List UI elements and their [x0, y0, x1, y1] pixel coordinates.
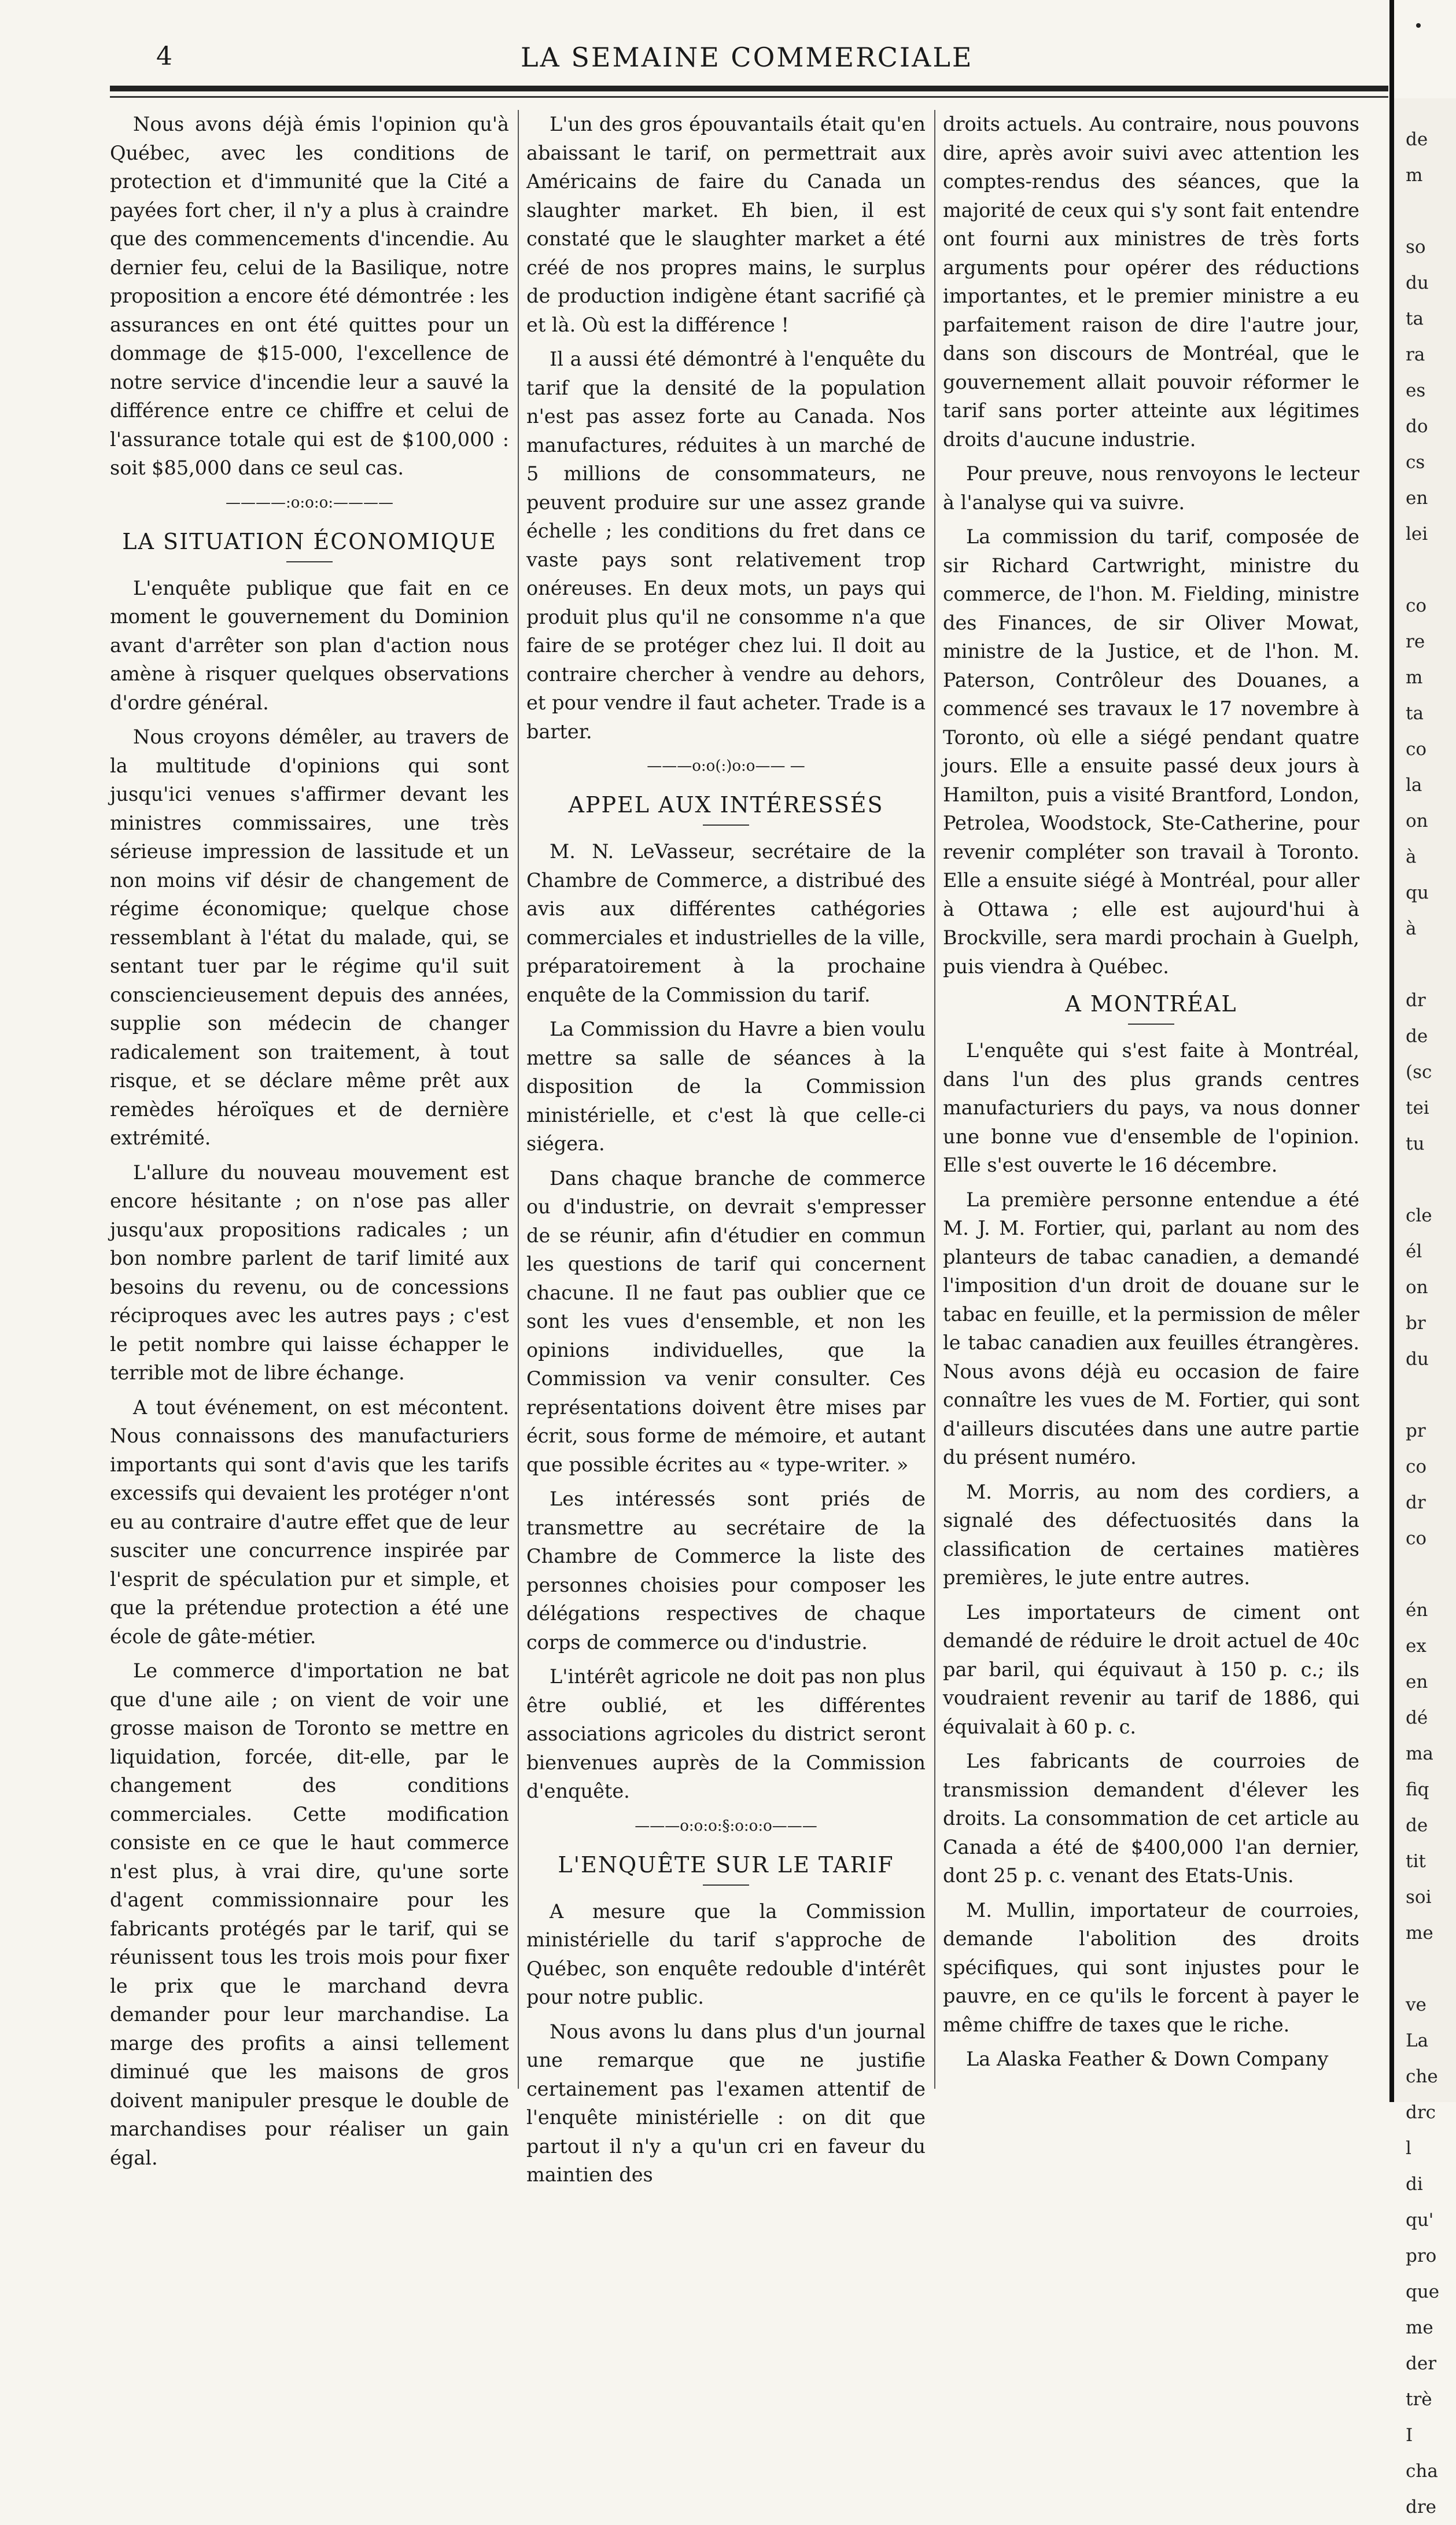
- heading-rule: [703, 1884, 749, 1886]
- section-heading-a-montreal: A MONTRÉAL: [1065, 991, 1237, 1017]
- paragraph: La commission du tarif, composée de sir Richard Cartwright, ministre du commerce, de l'hon. M. Fielding, ministre des Finances, de sir Oliver Mowat, ministre de la Justice, et de l'hon. M. Paterson, Contrôleur des Douanes, a commencé ses travaux le 17 novembre à Toronto, où elle a siégé pendant quatre jours. Elle a ensuite passé deux jours à Hamilton, puis a visité Brantford, London, Petrolea, Woodstock, Ste-Catherine, pour revenir compléter son travail à Toronto. Elle a ensuite siégé à Montréal, pour aller à Ottawa ; elle est aujourd'hui à Brockville, sera mardi prochain à Guelph, puis viendra à Québec.: [943, 525, 1359, 978]
- section-separator: ————:o:o:o:————: [226, 494, 393, 511]
- section-heading-enquete-sur-le-tarif: L'ENQUÊTE SUR LE TARIF: [558, 1852, 894, 1878]
- header-rule-thick: [110, 86, 1388, 91]
- adjacent-page-text-fragments: de m so du ta ra es do cs en lei co re m ta co la on à qu à dr de (sc tei tu cle él on br du pr co dr co én ex en dé ma fiq de tit soi me ve La che drc l di qu' pro que me der trè I cha dre: [1406, 129, 1440, 2517]
- section-heading-situation-economique: LA SITUATION ÉCONOMIQUE: [122, 528, 497, 554]
- paragraph: La Commission du Havre a bien voulu mettre sa salle de séances à la disposition de la Commission ministérielle, et c'est là que celle-ci siégera.: [526, 1018, 926, 1155]
- page-header: [0, 30, 1456, 94]
- paragraph: A mesure que la Commission ministérielle du tarif s'approche de Québec, son enquête redouble d'intérêt pour notre public.: [526, 1900, 926, 2008]
- paragraph: Nous croyons démêler, au travers de la multitude d'opinions qui sont jusqu'ici venues s'affirmer devant les ministres commissaires, une très sérieuse impression de lassitude et un non moins vif désir de changement de régime économique; quelque chose ressemblant à l'état du malade, qui, se sentant tuer par le régime qu'il suit consciencieusement depuis des années, supplie son médecin de changer radicalement son traitement, à tout risque, et se déclare même prêt aux remèdes héroïques et de dernière extrémité.: [110, 726, 509, 1149]
- masthead-title: LA SEMAINE COMMERCIALE: [521, 42, 974, 73]
- paragraph: Les intéressés sont priés de transmettre au secrétaire de la Chambre de Commerce la liste des personnes choisies pour composer les délégations respectives de chaque corps de commerce ou d'industrie.: [526, 1488, 926, 1654]
- paragraph: L'enquête qui s'est faite à Montréal, dans l'un des plus grands centres manufacturiers du pays, va nous donner une bonne vue d'ensemble de l'opinion. Elle s'est ouverte le 16 décembre.: [943, 1039, 1359, 1176]
- paragraph: Les importateurs de ciment ont demandé de réduire le droit actuel de 40c par baril, qui équivaut à 150 p. c.; ils voudraient revenir au tarif de 1886, qui équivalait à 60 p. c.: [943, 1600, 1359, 1738]
- column-divider: [934, 110, 935, 2089]
- header-rule-thin: [110, 96, 1388, 98]
- paragraph: La Alaska Feather & Down Company: [966, 2048, 1329, 2070]
- paragraph: L'intérêt agricole ne doit pas non plus être oublié, et les différentes associations agricoles du district seront bienvenues auprès de la Commission d'enquête.: [526, 1665, 926, 1802]
- paragraph: droits actuels. Au contraire, nous pouvons dire, après avoir suivi avec attention les comptes-rendus des séances, que la majorité de ceux qui s'y sont fait entendre ont fourni aux ministres de très forts arguments pour opérer des réductions importantes, et le premier ministre a eu parfaitement raison de dire l'autre jour, dans son discours de Montréal, que le gouvernement allait pouvoir réformer le tarif sans porter atteinte aux légitimes droits d'aucune industrie.: [943, 113, 1359, 451]
- paragraph: L'enquête publique que fait en ce moment le gouvernement du Dominion avant d'arrêter son plan d'action nous amène à risquer quelques observations d'ordre général.: [110, 576, 509, 714]
- print-speck: [1416, 23, 1421, 28]
- paragraph: Il a aussi été démontré à l'enquête du tarif que la densité de la population n'est pas assez forte au Canada. Nos manufactures, réduites à un marché de 5 millions de consommateurs, ne peuvent produire sur une assez grande échelle ; les conditions du fret dans ce vaste pays sont relativement trop onéreuses. En deux mots, un pays qui produit plus qu'il ne consomme n'a que faire de se protéger chez lui. Il doit au contraire chercher à vendre au dehors, et pour vendre il faut acheter. Trade is a barter.: [526, 348, 926, 743]
- paragraph: Nous avons déjà émis l'opinion qu'à Québec, avec les conditions de protection et d'immunité que la Cité a payées fort cher, il n'y a plus à craindre que des commencements d'incendie. Au dernier feu, celui de la Basilique, notre proposition a encore été démontrée : les assurances en ont été quittes pour un dommage de $15-000, l'excellence de notre service d'incendie leur a sauvé la différence entre ce chiffre et celui de l'assurance totale qui est de $100,000 : soit $85,000 dans ce seul cas.: [110, 113, 509, 479]
- column-divider: [518, 110, 519, 2089]
- paragraph: A tout événement, on est mécontent. Nous connaissons des manufacturiers importants qui sont d'avis que les tarifs excessifs qui devaient les protéger n'ont eu au contraire d'autre effet que de leur susciter une concurrence inspirée par l'esprit de spéculation pur et simple, et que la prétendue protection a été une école de gâte-métier.: [110, 1396, 509, 1648]
- paragraph: Pour preuve, nous renvoyons le lecteur à l'analyse qui va suivre.: [943, 462, 1359, 514]
- page-gutter-line: [1389, 0, 1394, 2102]
- paragraph: M. Morris, au nom des cordiers, a signalé des défectuosités dans la classification de certaines matières premières, le jute entre autres.: [943, 1480, 1359, 1589]
- paragraph: La première personne entendue a été M. J. M. Fortier, qui, parlant au nom des planteurs de tabac canadien, a demandé l'imposition d'un droit de douane sur le tabac en feuille, et la permission de mêler le tabac canadien aux feuilles étrangères. Nous avons déjà eu occasion de faire connaître les vues de M. Fortier, qui sont d'ailleurs discutées dans une autre partie du présent numéro.: [943, 1188, 1359, 1468]
- section-heading-appel-aux-interesses: APPEL AUX INTÉRESSÉS: [568, 792, 884, 818]
- section-separator: ———o:o:o:§:o:o:o———: [635, 1817, 817, 1835]
- paragraph: Les fabricants de courroies de transmission demandent d'élever les droits. La consommation de cet article au Canada a été de $400,000 l'an dernier, dont 25 p. c. venant des Etats-Unis.: [943, 1750, 1359, 1887]
- column-1: [110, 110, 509, 2169]
- paragraph: L'un des gros épouvantails était qu'en abaissant le tarif, on permettrait aux Américains de faire du Canada un slaughter market. Eh bien, il est constaté que le slaughter market a été créé de nos propres mains, le surplus de production indigène étant sacrifié çà et là. Où est la différence !: [526, 113, 926, 336]
- heading-rule: [1128, 1024, 1174, 1025]
- paragraph: Le commerce d'importation ne bat que d'une aile ; on vient de voir une grosse maison de Toronto se mettre en liquidation, forcée, dit-elle, par le changement des conditions commerciales. Cette modification consiste en ce que le haut commerce n'est plus, à vrai dire, qu'une sorte d'agent commissionnaire pour les fabricants protégés par le tarif, qui se réunissent tous les trois mois pour fixer le prix que le marchand devra demander pour leur marchandise. La marge des profits a ainsi tellement diminué que les maisons de gros doivent manipuler presque le double de marchandises pour réaliser un gain égal.: [110, 1659, 509, 2169]
- paragraph: M. N. LeVasseur, secrétaire de la Chambre de Commerce, a distribué des avis aux différentes cathégories commerciales et industrielles de la ville, préparatoirement à la prochaine enquête de la Commission du tarif.: [526, 840, 926, 1006]
- heading-rule: [286, 561, 333, 562]
- paragraph: Dans chaque branche de commerce ou d'industrie, on devrait s'empresser de se réunir, afin d'étudier en commun les questions de tarif qui concernent chacune. Il ne faut pas oublier que ce sont les vues d'ensemble, et non les opinions individuelles, que la Commission va venir consulter. Ces représentations doivent être mises par écrit, sous forme de mémoire, et autant que possible écrites au « type-writer. »: [526, 1166, 926, 1476]
- page-number: 4: [156, 42, 172, 71]
- section-separator: ———o:o(:)o:o—— —: [647, 757, 805, 775]
- column-3: [943, 110, 1359, 2089]
- paragraph: M. Mullin, importateur de courroies, demande l'abolition des droits spécifiques, qui sont injustes pour le pauvre, en ce qu'ils le forcent à payer le même chiffre de taxes que le riche.: [943, 1898, 1359, 2036]
- column-2: [526, 110, 926, 2186]
- heading-rule: [703, 825, 749, 826]
- paragraph: L'allure du nouveau mouvement est encore hésitante ; on n'ose pas aller jusqu'aux propositions radicales ; un bon nombre parlent de tarif limité aux besoins du revenu, ou de concessions réciproques avec les autres pays ; c'est le petit nombre qui laisse échapper le terrible mot de libre échange.: [110, 1161, 509, 1384]
- paragraph: Nous avons lu dans plus d'un journal une remarque que ne justifie certainement pas l'examen attentif de l'enquête ministérielle : on dit que partout il n'y a qu'un cri en faveur du maintien des: [526, 2020, 926, 2186]
